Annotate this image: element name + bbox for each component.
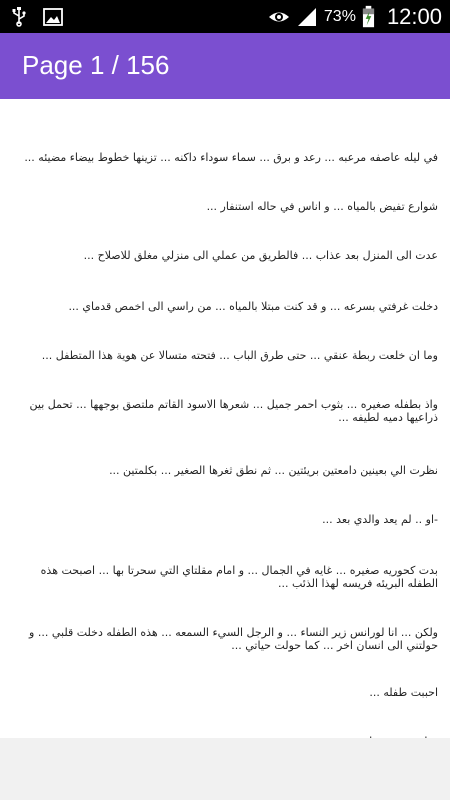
usb-icon: [8, 6, 30, 28]
story-text: [8, 139, 438, 748]
story-line: عدت الى المنزل بعد عذاب ... فالطريق من عملي الى منزلي مغلق للاصلاح ...: [83, 249, 438, 262]
story-line: ولكن ... انا لورانس زير النساء ... و الرجل السيء السمعه ... هذه الطفله دخلت قلبي ... و حولتني الى انسان اخر ... كما حولت حياتي ...: [29, 626, 438, 652]
reader-content[interactable]: [0, 99, 450, 738]
eye-icon: [268, 6, 290, 28]
story-line: -او .. لم يعد والدي بعد ...: [322, 513, 438, 526]
app-bar: [0, 33, 450, 99]
bottom-area: [0, 738, 450, 800]
signal-icon: [296, 6, 318, 28]
clock: 12:00: [386, 3, 442, 29]
battery-percent: 73%: [323, 7, 356, 25]
story-line: دخلت غرفتي بسرعه ... و قد كنت مبتلا بالمياه ... من راسي الى اخمص قدماي ...: [68, 300, 438, 313]
story-line: في ليله عاصفه مرعبه ... رعد و برق ... سماء سوداء داكنه ... تزينها خطوط بيضاء مضيئه ...: [24, 151, 438, 164]
battery-charging-icon: [362, 5, 375, 29]
status-bar: [0, 0, 450, 33]
story-line: واذ بطفله صغيره ... بثوب احمر جميل ... شعرها الاسود القاتم ملتصق بوجهها ... تحمل بين ذراعيها دميه لطيفه ...: [29, 398, 438, 424]
story-line: وما ان خلعت ربطة عنقي ... حتى طرق الباب ... فتحته متسالا عن هوية هذا المتطفل ...: [41, 349, 438, 362]
story-line: شوارع تفيض بالمياه ... و اناس في حاله استنفار ...: [206, 200, 438, 213]
page-title: Page 1 / 156: [22, 50, 170, 80]
story-line: بدت كحوريه صغيره ... غايه في الجمال ... و امام مقلتاي التي سحرتا بها ... اصبحت هذه الطفله البريئه فريسه لهذا الذئب ...: [40, 564, 438, 590]
story-line: احببت طفله ...: [369, 686, 438, 699]
image-icon: [42, 6, 64, 28]
story-line: نظرت الي بعينين دامعتين بريئتين ... ثم نطق ثغرها الصغير ... بكلمتين ...: [109, 464, 438, 477]
